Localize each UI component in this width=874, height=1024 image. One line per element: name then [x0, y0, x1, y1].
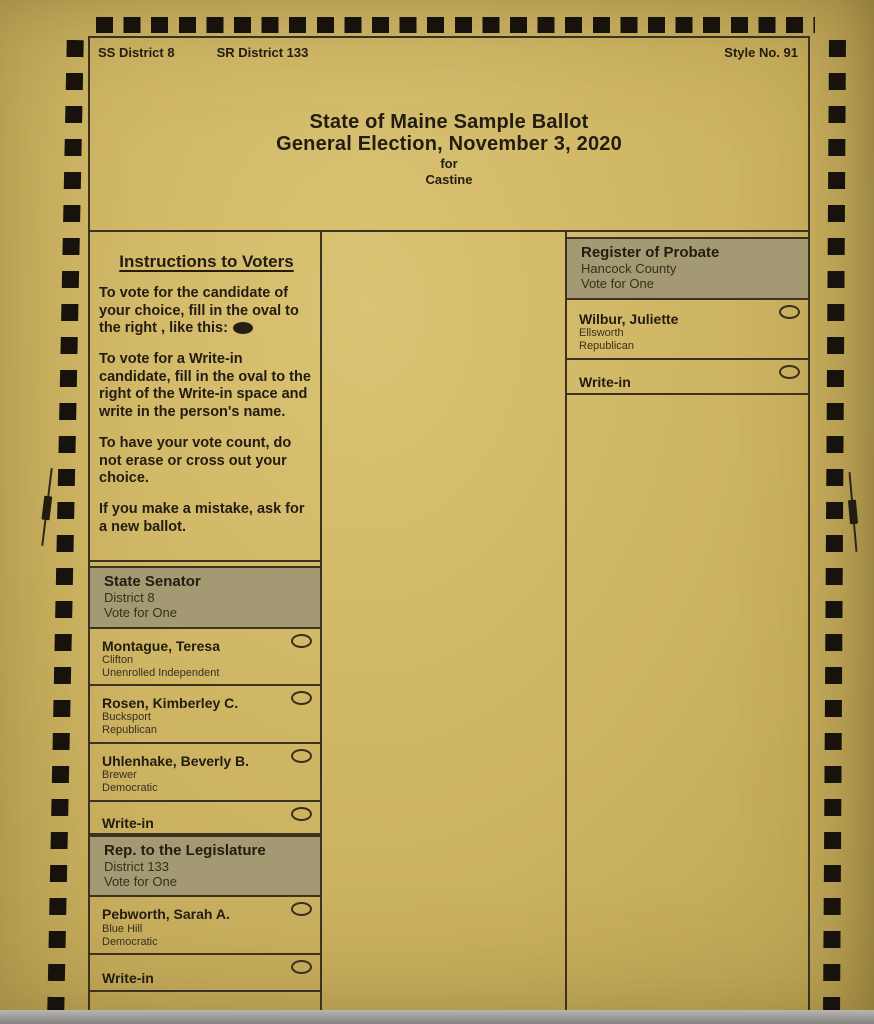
vote-oval[interactable] [291, 691, 312, 705]
contest-district: District 133 [104, 858, 170, 874]
instructions-heading: Instructions to Voters [119, 252, 294, 271]
timing-marks-top [96, 17, 815, 33]
contest-header-state-senator [90, 566, 320, 629]
write-in-row[interactable] [90, 955, 320, 992]
candidate-town: Clifton [102, 654, 134, 667]
timing-marks-right [823, 40, 846, 1015]
candidate-name: Montague, Teresa [102, 637, 220, 654]
contest-district: District 8 [104, 590, 155, 605]
instructions-paragraph-1-text: To vote for the candidate of your choice, fill in the oval to the right , like this: [99, 285, 299, 337]
sr-district-label: SR District 133 [216, 45, 309, 60]
write-in-label: Write-in [579, 373, 631, 390]
instructions-paragraph-4: If you make a mistake, ask for a new ballot. [99, 500, 305, 535]
contest-rule: Vote for One [104, 605, 177, 621]
candidate-party: Republican [102, 724, 158, 737]
candidate-name: Rosen, Kimberley C. [102, 694, 239, 711]
candidate-party: Democratic [102, 782, 158, 795]
contest-title: State Senator [104, 573, 201, 590]
instructions-paragraph-2: To vote for a Write-in candidate, fill in the oval to the right of the Write-in space and write in the person's name. [99, 351, 311, 421]
ballot-for-label: for [440, 156, 458, 172]
style-number-label: Style No. 91 [724, 45, 798, 60]
write-in-label: Write-in [102, 814, 154, 831]
write-in-row[interactable] [90, 802, 320, 835]
column-right [567, 232, 808, 1010]
ballot-topbar [90, 38, 808, 60]
candidate-name: Uhlenhake, Beverly B. [102, 752, 250, 769]
ballot-columns [90, 230, 808, 1010]
registration-mark-right [849, 472, 858, 552]
candidate-name: Pebworth, Sarah A. [102, 906, 230, 923]
candidate-name: Wilbur, Juliette [579, 310, 679, 327]
candidate-town: Blue Hill [102, 922, 143, 935]
ballot-title: State of Maine Sample Ballot [309, 111, 589, 133]
vote-oval[interactable] [291, 749, 312, 763]
photo-bottom-edge [0, 1010, 874, 1024]
column-left [90, 232, 322, 1010]
empty-contest-box [90, 992, 320, 1010]
contest-header-rep-legislature [90, 835, 320, 898]
instructions-paragraph-1 [99, 285, 314, 338]
vote-oval[interactable] [779, 365, 800, 379]
ballot-town-label: Castine [425, 172, 473, 188]
vote-oval[interactable] [291, 807, 312, 821]
column-middle-empty [322, 232, 567, 1010]
candidate-row [90, 686, 320, 744]
empty-contest-box [567, 395, 808, 1010]
candidate-town: Ellsworth [579, 327, 624, 340]
vote-oval[interactable] [779, 305, 800, 319]
filled-oval-example-icon [233, 322, 253, 334]
candidate-town: Brewer [102, 769, 137, 782]
candidate-row [567, 300, 808, 360]
contest-rule: Vote for One [581, 276, 654, 292]
contest-district: Hancock County [581, 261, 677, 276]
ballot-title-block [90, 112, 808, 187]
candidate-party: Republican [579, 340, 635, 353]
ss-district-label: SS District 8 [98, 45, 175, 60]
candidate-row [90, 897, 320, 955]
contest-title: Rep. to the Legislature [104, 841, 266, 859]
instructions-paragraph-3: To have your vote count, do not erase or cross out your choice. [99, 434, 292, 487]
ballot-sheet [88, 36, 810, 1010]
timing-marks-left [47, 40, 84, 1012]
candidate-party: Unenrolled Independent [102, 667, 220, 680]
candidate-row [90, 744, 320, 802]
instructions-section [90, 232, 320, 562]
ballot-subtitle: General Election, November 3, 2020 [276, 132, 622, 155]
contest-rule: Vote for One [104, 873, 177, 889]
write-in-row[interactable] [567, 360, 808, 395]
candidate-town: Bucksport [102, 711, 151, 724]
write-in-label: Write-in [102, 970, 154, 987]
candidate-party: Democratic [102, 935, 158, 948]
registration-mark-left [41, 468, 52, 546]
vote-oval[interactable] [291, 634, 312, 648]
contest-title: Register of Probate [581, 244, 720, 261]
contest-header-register-of-probate [567, 237, 808, 300]
candidate-row [90, 629, 320, 686]
